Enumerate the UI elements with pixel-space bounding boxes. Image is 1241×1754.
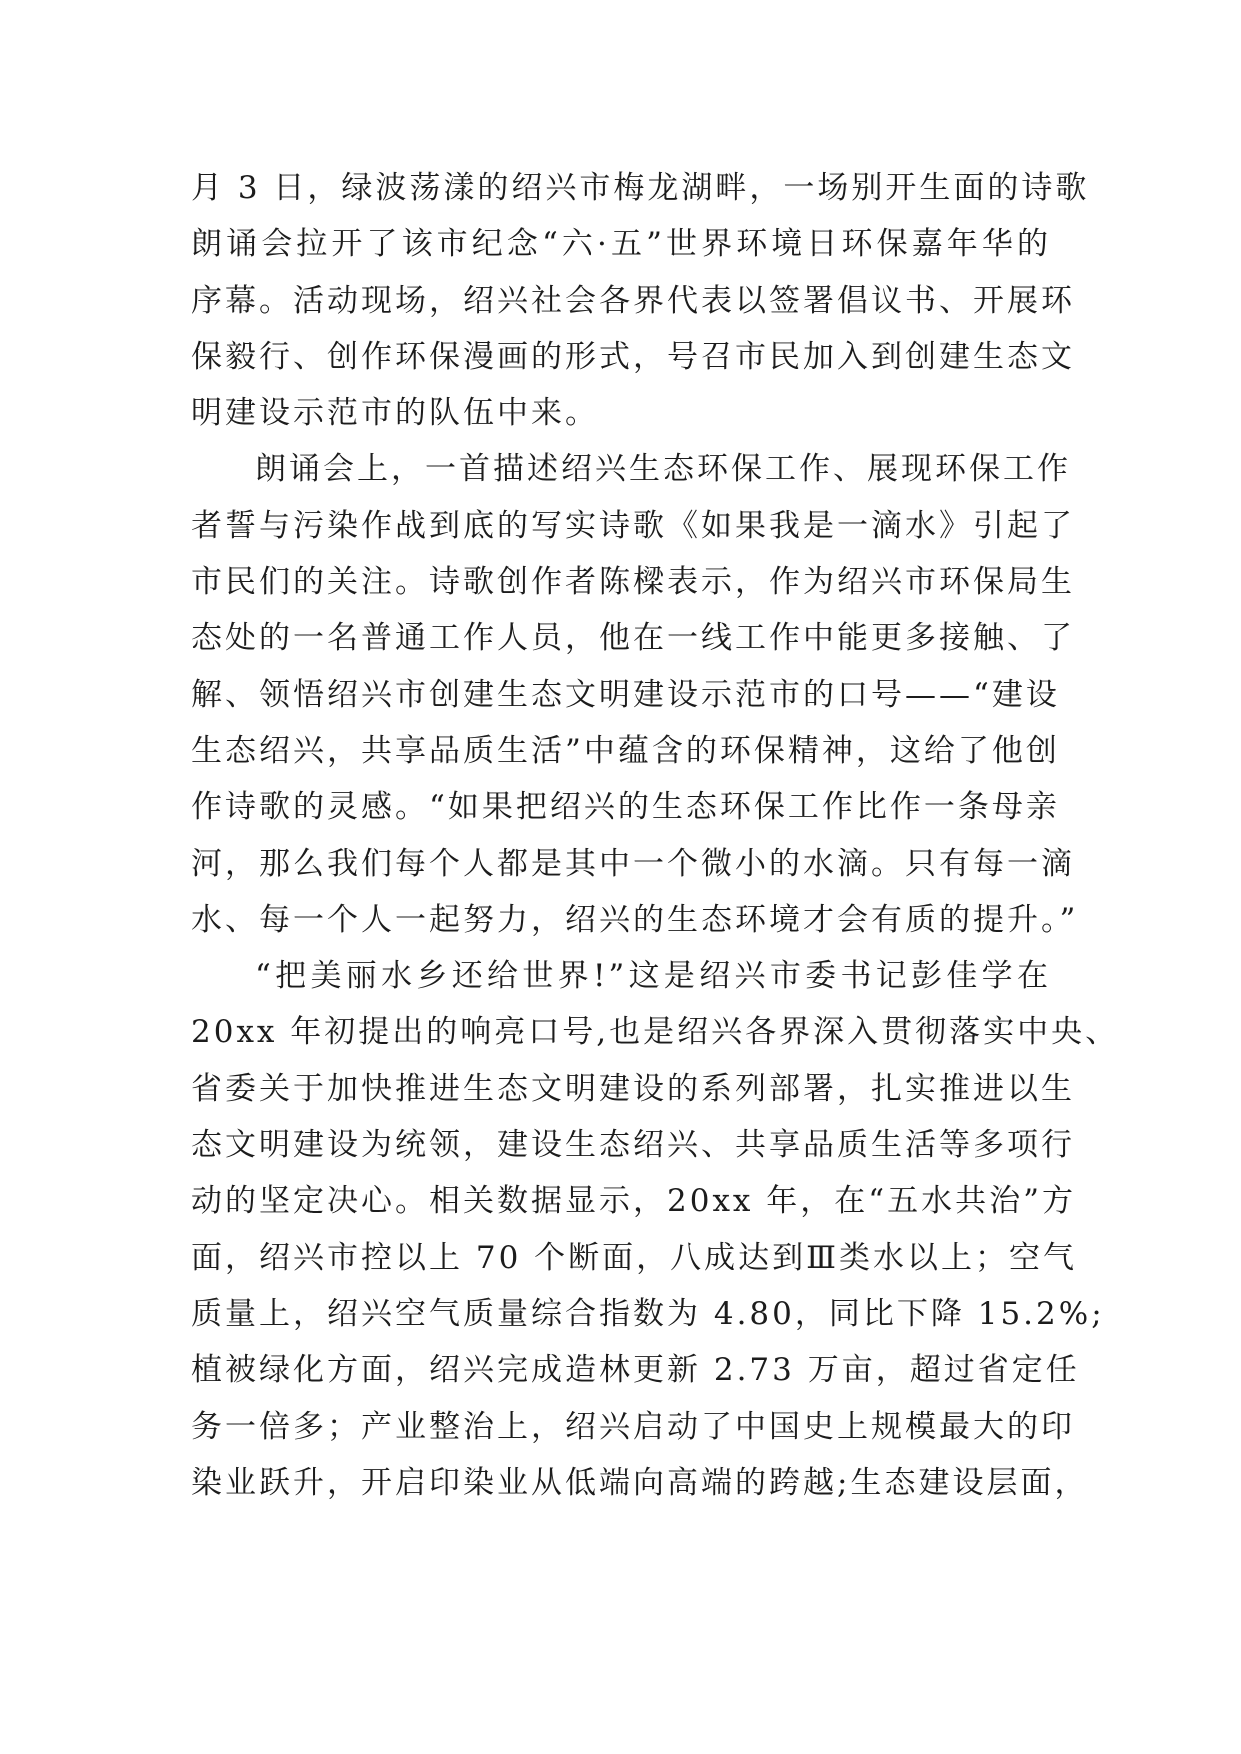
text-line: 朗诵会拉开了该市纪念“六·五”世界环境日环保嘉年华的 [191,226,1051,263]
text-line: 河，那么我们每个人都是其中一个微小的水滴。只有每一滴 [191,845,1075,882]
text-line: 植被绿化方面，绍兴完成造林更新 2.73 万亩，超过省定任 [191,1352,1080,1389]
text-line: 解、领悟绍兴市创建生态文明建设示范市的口号——“建设 [191,676,1060,713]
text-line: 市民们的关注。诗歌创作者陈樑表示，作为绍兴市环保局生 [191,564,1075,601]
text-line: 动的坚定决心。相关数据显示，20xx 年，在“五水共治”方 [191,1183,1076,1220]
text-line: 者誓与污染作战到底的写实诗歌《如果我是一滴水》引起了 [191,507,1075,544]
text-line: 朗诵会上，一首描述绍兴生态环保工作、展现环保工作 [255,451,1071,488]
document-body [191,160,1120,1511]
text-line: 20xx 年初提出的响亮口号,也是绍兴各界深入贯彻落实中央、 [191,1014,1120,1051]
text-line: “把美丽水乡还给世界!”这是绍兴市委书记彭佳学在 [255,958,1051,995]
text-line: 态处的一名普通工作人员，他在一线工作中能更多接触、了 [191,620,1075,657]
paragraph-2 [191,441,1079,948]
text-line: 务一倍多；产业整治上，绍兴启动了中国史上规模最大的印 [191,1408,1075,1445]
paragraph-3 [191,948,1120,1511]
text-line: 省委关于加快推进生态文明建设的系列部署，扎实推进以生 [191,1070,1075,1107]
text-line: 水、每一个人一起努力，绍兴的生态环境才会有质的提升。” [191,901,1079,938]
paragraph-1 [191,160,1090,441]
text-line: 质量上，绍兴空气质量综合指数为 4.80，同比下降 15.2%; [191,1295,1105,1332]
text-line: 面，绍兴市控以上 70 个断面，八成达到Ⅲ类水以上；空气 [191,1239,1078,1276]
text-line: 染业跃升，开启印染业从低端向高端的跨越;生态建设层面， [191,1464,1089,1501]
text-line: 态文明建设为统领，建设生态绍兴、共享品质生活等多项行 [191,1127,1075,1164]
text-line: 序幕。活动现场，绍兴社会各界代表以签署倡议书、开展环 [191,282,1075,319]
text-line: 月 3 日，绿波荡漾的绍兴市梅龙湖畔，一场别开生面的诗歌 [191,170,1090,206]
text-line: 保毅行、创作环保漫画的形式，号召市民加入到创建生态文 [191,338,1075,375]
text-line: 生态绍兴，共享品质生活”中蕴含的环保精神，这给了他创 [191,732,1060,769]
text-line: 明建设示范市的队伍中来。 [191,395,599,432]
text-line: 作诗歌的灵感。“如果把绍兴的生态环保工作比作一条母亲 [191,789,1060,826]
